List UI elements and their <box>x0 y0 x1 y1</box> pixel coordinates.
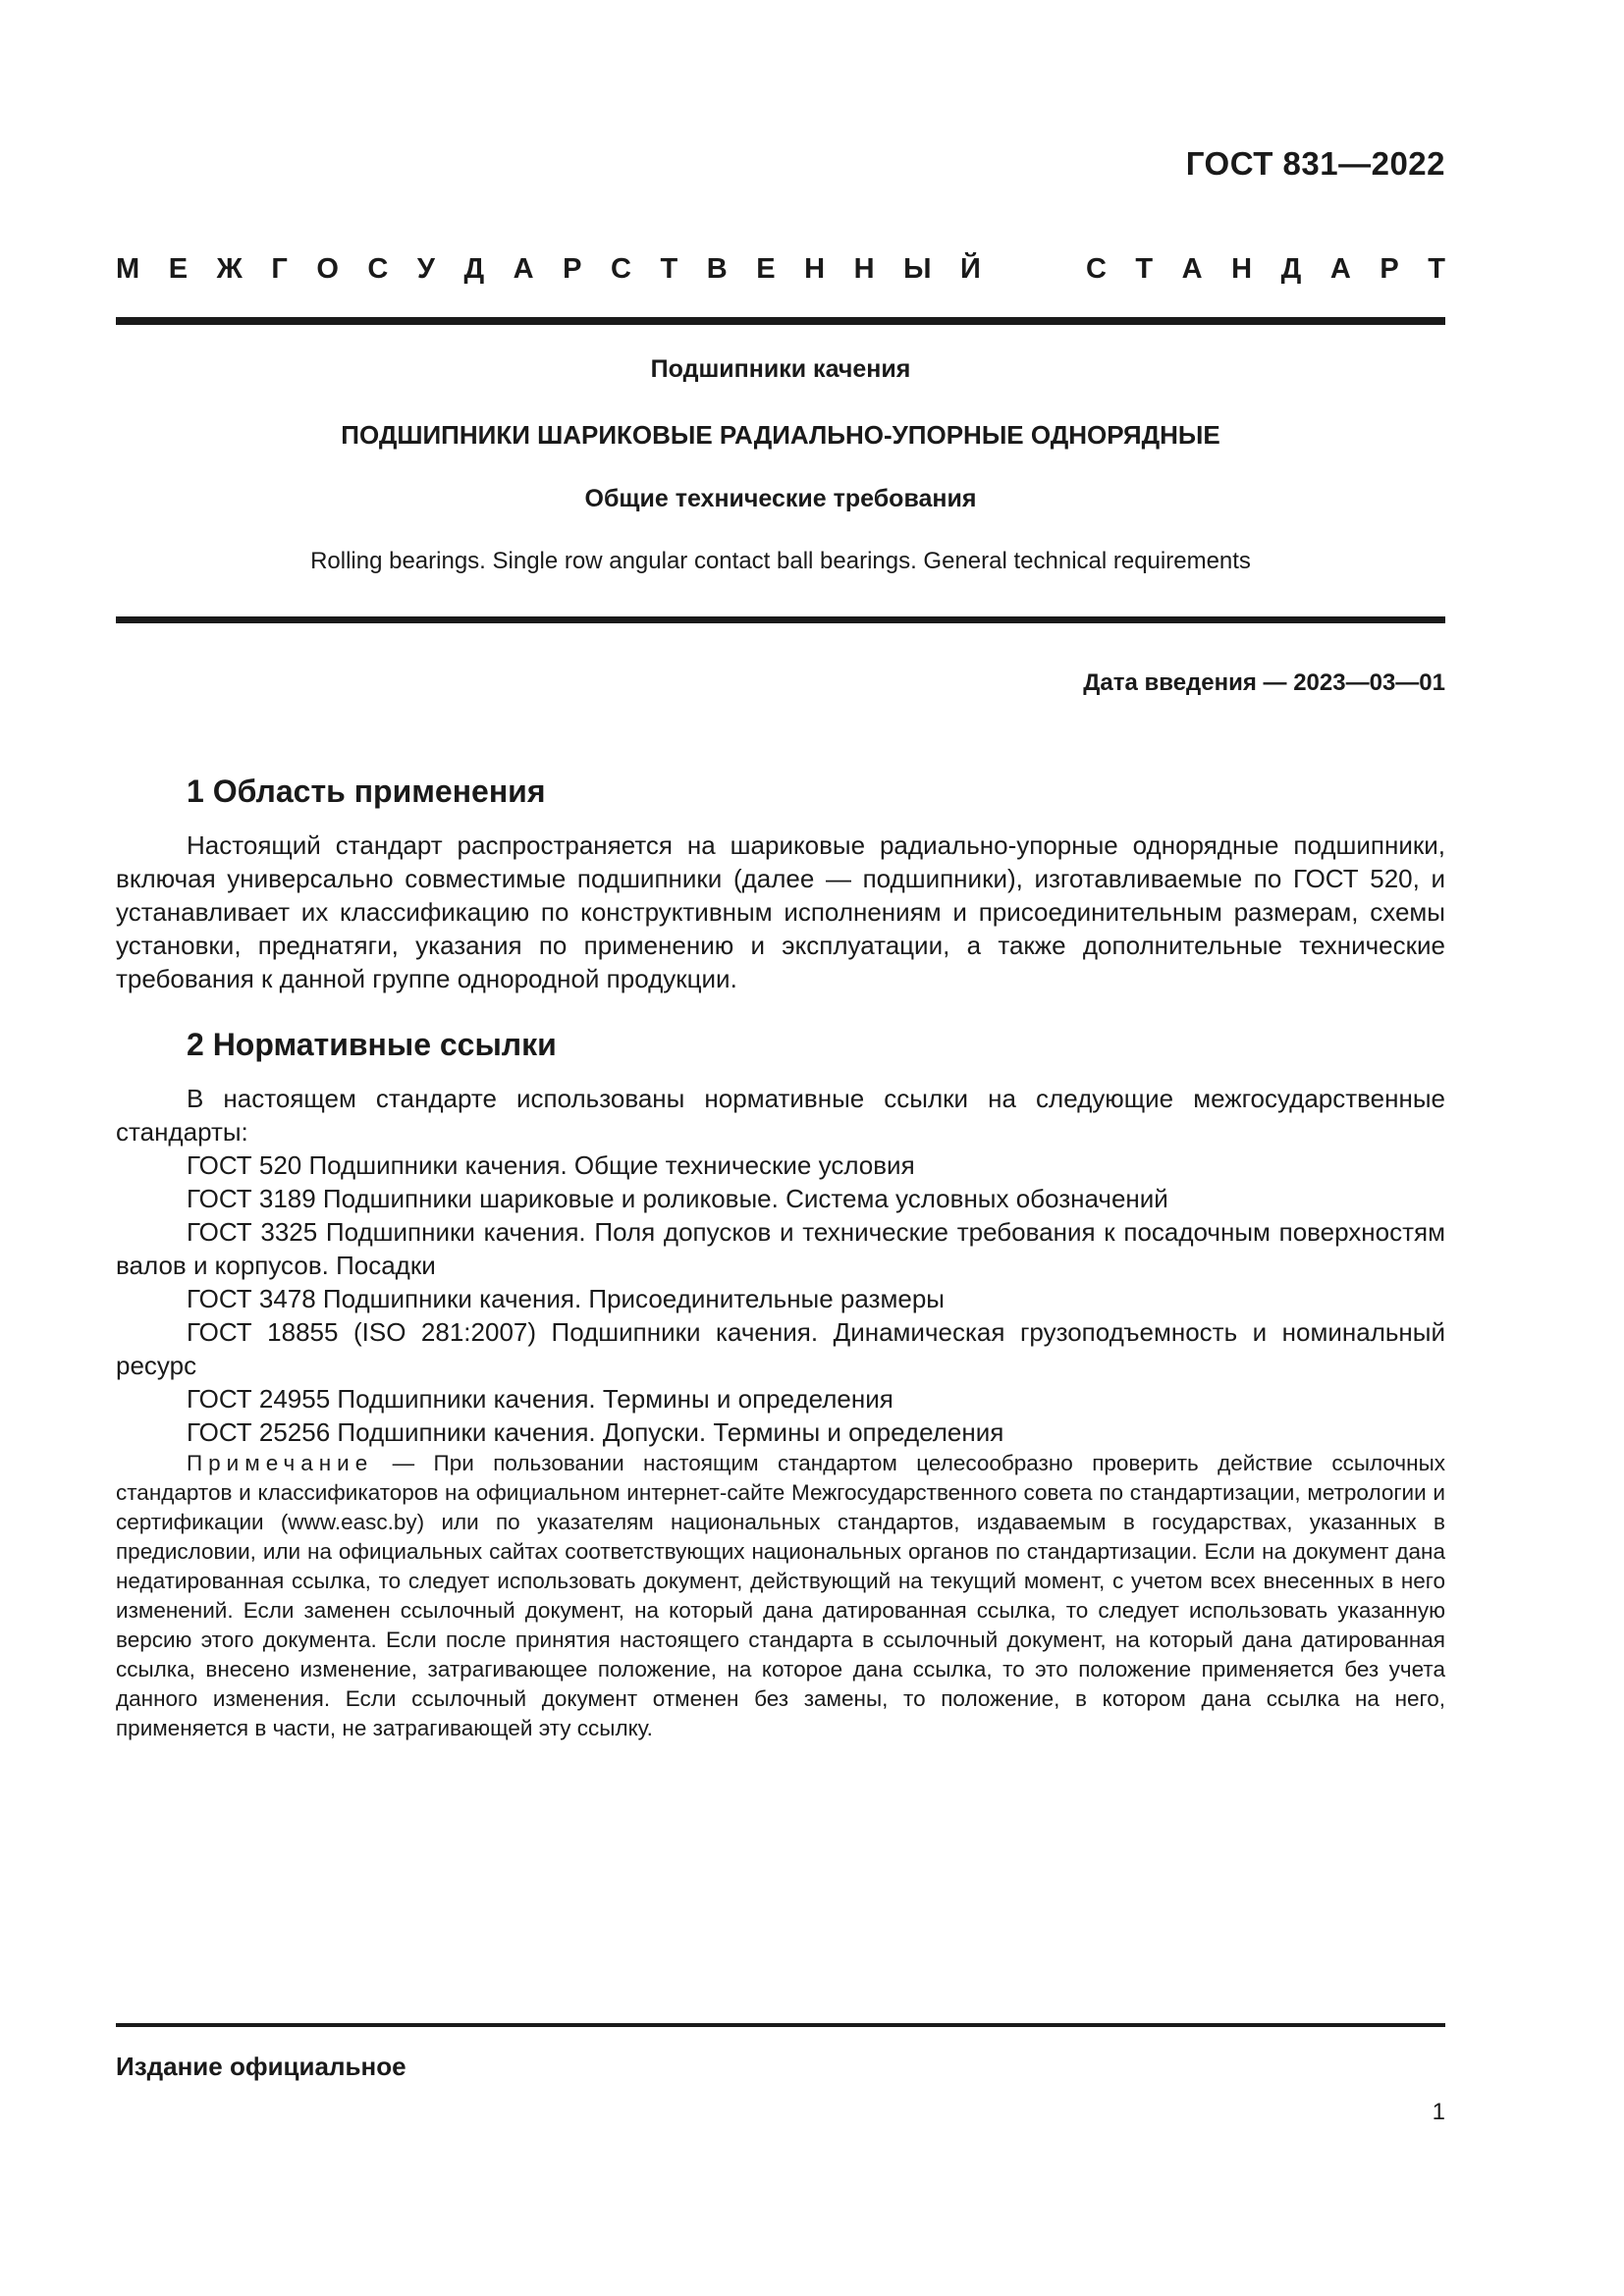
page-number: 1 <box>1432 2099 1445 2125</box>
reference-item: ГОСТ 18855 (ISO 281:2007) Подшипники качения. Динамическая грузоподъемность и номинальный ресурс <box>116 1317 1445 1380</box>
word-gap <box>1009 253 1056 286</box>
section-heading: 1 Область применения <box>187 774 546 809</box>
standard-type-letter: С <box>1085 253 1107 285</box>
reference-item: ГОСТ 24955 Подшипники качения. Термины и определения <box>187 1384 893 1414</box>
standard-type-letter: М <box>116 253 140 285</box>
introduction-date: Дата введения — 2023—03—01 <box>1083 669 1445 696</box>
standard-type-letter: Т <box>660 253 678 285</box>
standard-type-letter: Е <box>756 253 776 285</box>
section-heading: 2 Нормативные ссылки <box>187 1027 557 1062</box>
standard-type-letter: О <box>316 253 339 285</box>
standard-type-letter: Е <box>168 253 189 285</box>
reference-item: ГОСТ 25256 Подшипники качения. Допуски. Термины и определения <box>187 1417 1004 1447</box>
section-paragraph: Настоящий стандарт распространяется на шариковые радиально-упорные однорядные подшипники, включая универсально совместимые подшипники (далее — подшипники), изготавливаемые по ГОСТ 520, и устанавливает их классификацию по конструктивным исполнениям и присоединительным размерам, схемы установки, преднатяги, указания по применению и эксплуатации, а также дополнительные технические требования к данной группе однородной продукции. <box>116 830 1445 993</box>
title-main: ПОДШИПНИКИ ШАРИКОВЫЕ РАДИАЛЬНО-УПОРНЫЕ ОДНОРЯДНЫЕ <box>341 420 1220 450</box>
section-scope <box>116 770 1445 995</box>
standard-type-letter: Р <box>563 253 582 285</box>
footer-divider <box>116 2023 1445 2027</box>
standard-type-letter: Н <box>853 253 875 285</box>
title-group: Подшипники качения <box>650 355 911 383</box>
standard-type-letter: С <box>367 253 389 285</box>
standard-type-letter: Й <box>960 253 981 285</box>
document-code: ГОСТ 831—2022 <box>1185 145 1445 182</box>
standard-type-heading <box>116 253 1445 286</box>
standard-type-letter: А <box>513 253 534 285</box>
standard-type-letter: А <box>1181 253 1203 285</box>
standard-type-letter: Т <box>1135 253 1154 285</box>
section-normative-references <box>116 1023 1445 1743</box>
standard-type-letter: У <box>416 253 435 285</box>
standard-type-letter: Р <box>1380 253 1399 285</box>
title-divider <box>116 616 1445 623</box>
section-paragraph: В настоящем стандарте использованы нормативные ссылки на следующие межгосударственные стандарты: <box>116 1084 1445 1147</box>
title-subtitle: Общие технические требования <box>584 485 977 512</box>
standard-type-letter: Г <box>271 253 288 285</box>
standard-type-letter: Д <box>463 253 485 285</box>
document-body <box>116 770 1445 1743</box>
reference-item: ГОСТ 3478 Подшипники качения. Присоединительные размеры <box>187 1284 945 1313</box>
note-text: — При пользовании настоящим стандартом целесообразно проверить действие ссылочных стандартов и классификаторов на официальном интернет-сайте Межгосударственного совета по стандартизации, метрологии и сертификации (www.easc.by) или по указателям национальных стандартов, издаваемым в государствах, указанных в предисловии, или на официальных сайтах соответствующих национальных органов по стандартизации. Если на документ дана недатированная ссылка, то следует использовать документ, действующий на текущий момент, с учетом всех внесенных в него изменений. Если заменен ссылочный документ, на который дана датированная ссылка, то следует использовать указанную версию этого документа. Если после принятия настоящего стандарта в ссылочный документ, на который дана датированная ссылка, внесено изменение, затрагивающее положение, на которое дана ссылка, то это положение применяется без учета данного изменения. Если ссылочный документ отменен без замены, то положение, в котором дана ссылка на него, применяется в части, не затрагивающей эту ссылку. <box>116 1451 1445 1740</box>
standard-type-letter: Н <box>1231 253 1253 285</box>
standard-type-letter: Ж <box>216 253 243 285</box>
standard-type-letter: С <box>611 253 631 285</box>
title-english: Rolling bearings. Single row angular contact ball bearings. General technical requirements <box>310 548 1251 574</box>
standard-type-letter: Т <box>1428 253 1445 285</box>
top-divider <box>116 317 1445 325</box>
standard-type-letter: А <box>1329 253 1351 285</box>
standard-type-letter: Ы <box>903 253 932 285</box>
note-paragraph <box>116 1449 1445 1743</box>
standard-type-letter: Д <box>1280 253 1302 285</box>
reference-item: ГОСТ 3325 Подшипники качения. Поля допусков и технические требования к посадочным поверхностям валов и корпусов. Посадки <box>116 1217 1445 1280</box>
note-label: Примечание <box>187 1451 374 1475</box>
edition-label: Издание официальное <box>116 2052 406 2081</box>
standard-type-letter: В <box>706 253 728 285</box>
reference-item: ГОСТ 3189 Подшипники шариковые и роликовые. Система условных обозначений <box>187 1184 1168 1213</box>
standard-type-letter: Н <box>804 253 826 285</box>
reference-item: ГОСТ 520 Подшипники качения. Общие технические условия <box>187 1150 915 1180</box>
